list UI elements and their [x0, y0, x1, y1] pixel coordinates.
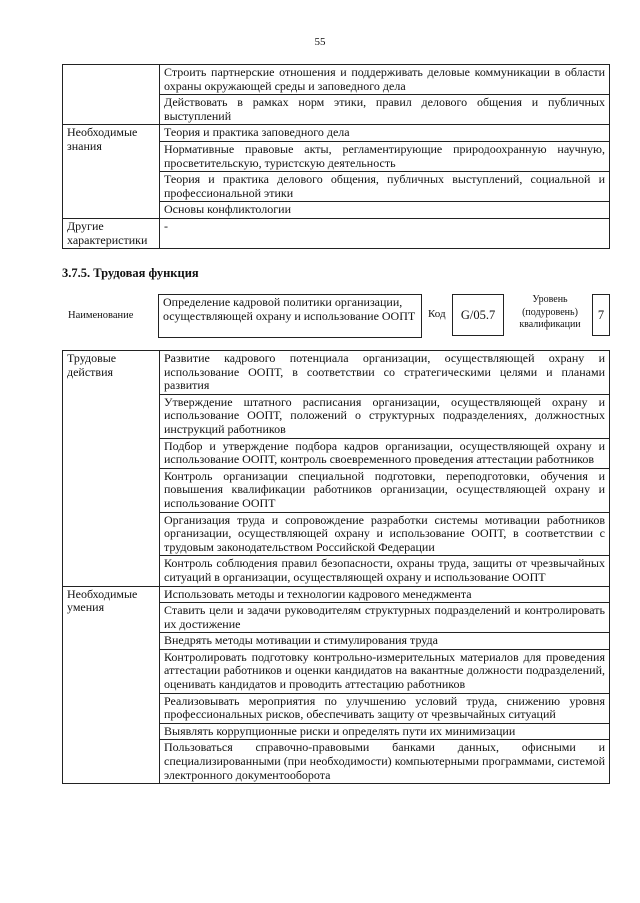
- row-text: Нормативные правовые акты, регламентирующие природоохранную научную, просветительскую, туристскую деятельность: [160, 141, 610, 171]
- row-text: Теория и практика заповедного дела: [160, 125, 610, 142]
- table-function: [62, 350, 610, 784]
- row-text: Действовать в рамках норм этики, правил делового общения и публичных выступлений: [160, 95, 610, 125]
- level-value: 7: [592, 294, 610, 336]
- row-text: Пользоваться справочно-правовыми банками данных, офисными и специализированными (при необходимости) компьютерными программами, системой электронного документооборота: [160, 740, 610, 784]
- row-text: Контроль организации специальной подготовки, переподготовки, обучения и повышения квалификации работников организации, осуществляющей охрану и использование ООПТ: [160, 468, 610, 512]
- table-row: [63, 218, 610, 248]
- row-text: Подбор и утверждение подбора кадров организации, осуществляющей охрану и использование ООПТ, контроль своевременного проведения аттестации работников: [160, 438, 610, 468]
- row-text: Контролировать подготовку контрольно-измерительных материалов для проведения аттестации работников и оценки кандидатов на вакантные должности подразделений, оценивать кандидатов и проводить аттестацию работников: [160, 649, 610, 693]
- table-row: [63, 351, 610, 395]
- section-title: 3.7.5. Трудовая функция: [62, 266, 199, 280]
- code-value: G/05.7: [452, 294, 504, 336]
- table-row: [63, 65, 610, 95]
- row-text: Основы конфликтологии: [160, 202, 610, 219]
- row-text: Внедрять методы мотивации и стимулирования труда: [160, 633, 610, 650]
- row-text: Организация труда и сопровождение разработки системы мотивации работников организации, осуществляющей охрану и использование ООПТ, в соответствии с трудовым законодательством Российской Федерации: [160, 512, 610, 556]
- level-label: Уровень (подуровень) квалификации: [519, 294, 581, 330]
- row-text: Контроль соблюдения правил безопасности, охраны труда, защиты от чрезвычайных ситуаций в организации, осуществляющей охрану и использование ООПТ: [160, 556, 610, 586]
- row-text: Строить партнерские отношения и поддерживать деловые коммуникации в области охраны окружающей среды и заповедного дела: [160, 65, 610, 95]
- name-value: Определение кадровой политики организации, осуществляющей охрану и использование ООПТ: [158, 294, 422, 338]
- name-label: Наименование: [68, 310, 134, 321]
- row-text: Ставить цели и задачи руководителям структурных подразделений и контролировать их достижение: [160, 603, 610, 633]
- table-row: [63, 586, 610, 603]
- row-text: -: [160, 218, 610, 248]
- row-text: Реализовывать мероприятия по улучшению условий труда, снижению уровня профессиональных рисков, обеспечивать защиту от чрезвычайных ситуаций: [160, 693, 610, 723]
- row-text: Выявлять коррупционные риски и определять пути их минимизации: [160, 723, 610, 740]
- table-row: [63, 125, 610, 142]
- row-label-actions: Трудовые действия: [63, 351, 160, 587]
- row-label-skills: Необходимые умения: [63, 586, 160, 784]
- code-label: Код: [428, 308, 446, 320]
- row-text: Утверждение штатного расписания организации, осуществляющей охрану и использование ООПТ, положений о структурных подразделениях, должностных инструкций работников: [160, 394, 610, 438]
- row-text: Использовать методы и технологии кадрового менеджмента: [160, 586, 610, 603]
- function-header: [62, 290, 610, 340]
- row-label-other: Другие характеристики: [63, 218, 160, 248]
- page-number: 55: [314, 36, 326, 48]
- row-label-knowledge: Необходимые знания: [63, 125, 160, 219]
- row-text: Развитие кадрового потенциала организации, осуществляющей охрану и использование ООПТ, в соответствии со стратегическими целями и планами развития: [160, 351, 610, 395]
- row-text: Теория и практика делового общения, публичных выступлений, социальной и профессиональной этики: [160, 172, 610, 202]
- row-label: [63, 65, 160, 125]
- table-knowledge: [62, 64, 610, 249]
